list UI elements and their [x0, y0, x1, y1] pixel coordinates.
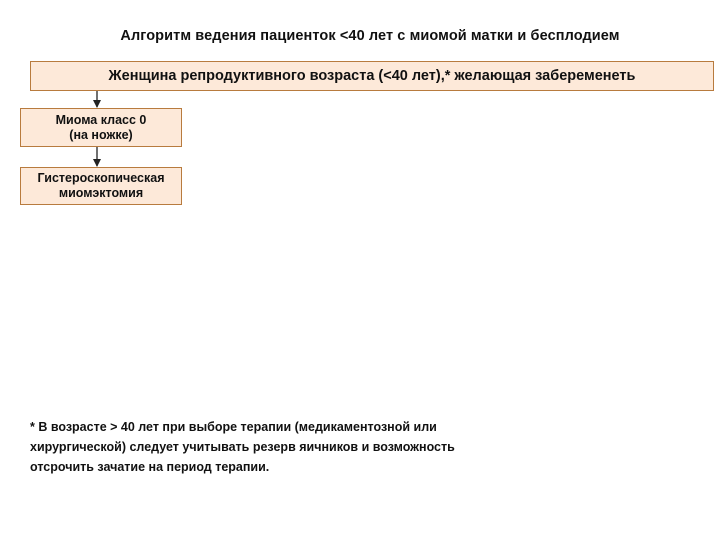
hysteroscopic-myomectomy-label: Гистероскопическая миомэктомия [37, 171, 165, 200]
footnote: * В возрасте > 40 лет при выборе терапии (медикаментозной или хирургической) следует учитывать резерв яичников и возможность отсрочить зачатие на период терапии. [30, 420, 455, 474]
diagram-title: Алгоритм ведения пациенток <40 лет с миомой матки и бесплодием [120, 28, 620, 44]
myoma-class-label: Миома класс 0 (на ножке) [55, 112, 147, 142]
myoma-class-box [20, 108, 182, 147]
hysteroscopic-myomectomy-box [20, 167, 182, 205]
start-box [30, 61, 714, 91]
start-box-label: Женщина репродуктивного возраста (<40 лет),* желающая забеременеть [108, 68, 636, 84]
